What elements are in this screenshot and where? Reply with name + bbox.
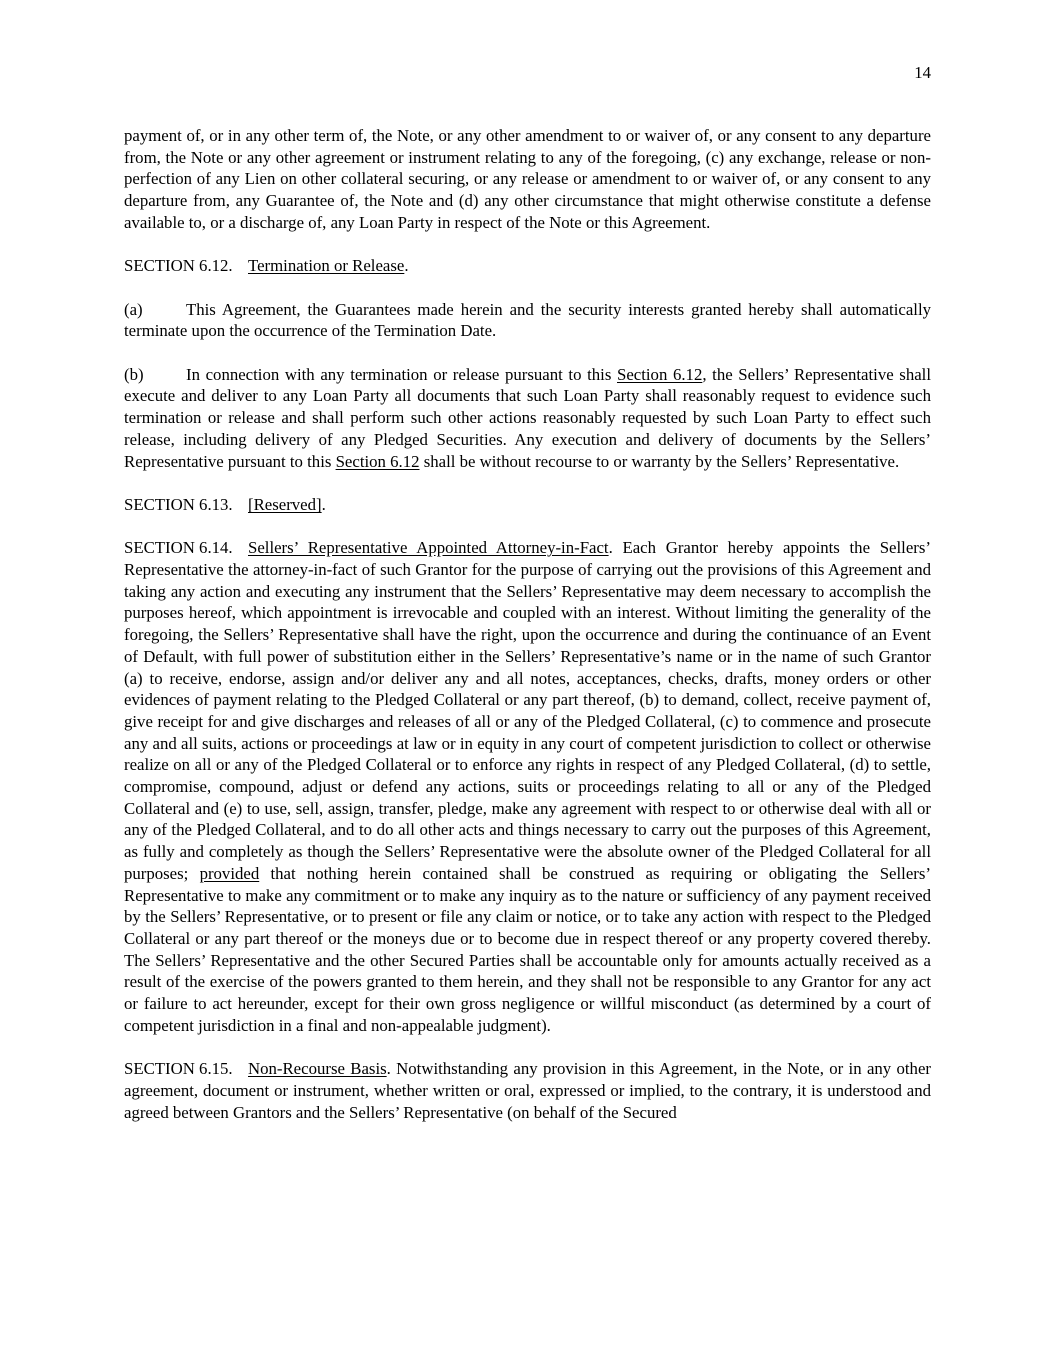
heading-period: . [321, 494, 326, 514]
section-text: . Notwithstanding any provision in this Agreement, in the Note, or in any other agreement, document or instrument, whether written or oral, expressed or implied, to the contrary, it is understood and agreed between Grantors and the Sellers’ Representative (on behalf of the Secured [124, 1059, 931, 1122]
continuation-paragraph: payment of, or in any other term of, the Note, or any other amendment to or waiver of, or any consent to any departure from, the Note or any other agreement or instrument relating to any of the foregoing, (c) any exchange, release or non-perfection of any Lien on other collateral securing, or any release or amendment to or waiver of, or any consent to any departure from, any Guarantee of, the Note and (d) any other circumstance that might otherwise constitute a defense available to, or a discharge of, any Loan Party in respect of the Note or this Agreement. [124, 126, 931, 232]
section-title: [Reserved] [248, 494, 322, 514]
clause-text: This Agreement, the Guarantees made herein and the security interests granted hereby shall automatically terminate upon the occurrence of the Termination Date. [124, 299, 931, 341]
section-6-13-heading [124, 494, 931, 516]
clause-text: , the Sellers’ Representative shall execute and deliver to any Loan Party all documents that such Loan Party shall reasonably request to evidence such termination or release and shall perform such other actions reasonably requested by such Loan Party to effect such release, including delivery of any Pledged Securities. Any execution and delivery of documents by the Sellers’ Representative pursuant to this [124, 364, 931, 471]
section-number: SECTION 6.14. [124, 538, 233, 558]
section-reference: Section 6.12 [335, 451, 420, 471]
clause-text: In connection with any termination or release pursuant to this [186, 364, 617, 384]
heading-period: . [404, 256, 409, 276]
section-6-12-clause-b [124, 364, 931, 473]
section-6-12-heading [124, 255, 931, 277]
clause-text: shall be without recourse to or warranty by the Sellers’ Representative. [419, 451, 900, 471]
section-text: . Each Grantor hereby appoints the Sellers’ Representative the attorney-in-fact of such Grantor for the purpose of carrying out the provisions of this Agreement and taking any action and executing any instrument that the Sellers’ Representative may deem necessary to accomplish the purposes hereof, which appointment is irrevocable and coupled with an interest. Without limiting the generality of the foregoing, the Sellers’ Representative shall have the right, upon the occurrence and during the continuance of an Event of Default, with full power of substitution either in the Sellers’ Representative’s name or in the name of such Grantor (a) to receive, endorse, assign and/or deliver any and all notes, acceptances, checks, drafts, money orders or other evidences of payment relating to the Pledged Collateral or any part thereof, (b) to demand, collect, receive payment of, give receipt for and give discharges and releases of all or any of the Pledged Collateral, (c) to commence and prosecute any and all suits, actions or proceedings at law or in equity in any court of competent jurisdiction to collect or otherwise realize on all or any of the Pledged Collateral or to enforce any rights in respect of any Pledged Collateral, (d) to settle, compromise, compound, adjust or defend any actions, suits or proceedings relating to all or any of the Pledged Collateral and (e) to use, sell, assign, transfer, pledge, make any agreement with respect to or otherwise deal with all or any of the Pledged Collateral, and to do all other acts and things necessary to carry out the purposes of this Agreement, as fully and completely as though the Sellers’ Representative were the absolute owner of the Pledged Collateral for all purposes; [124, 538, 931, 883]
section-title: Termination or Release [248, 256, 405, 276]
section-6-15-paragraph [124, 1058, 931, 1123]
section-number: SECTION 6.13. [124, 494, 233, 514]
page-number: 14 [914, 63, 931, 82]
clause-label: (b) [124, 364, 144, 384]
document-body [124, 125, 931, 1123]
section-title: Sellers’ Representative Appointed Attorney-in-Fact [248, 538, 609, 558]
section-number: SECTION 6.15. [124, 1059, 233, 1079]
provided-term: provided [199, 863, 260, 883]
section-6-12-clause-a [124, 299, 931, 342]
section-text: that nothing herein contained shall be construed as requiring or obligating the Sellers’ Representative to make any commitment or to make any inquiry as to the nature or sufficiency of any payment received by the Sellers’ Representative, or to present or file any claim or notice, or to take any action with respect to the Pledged Collateral or any part thereof or the moneys due or to become due in respect thereof or any property covered thereby. The Sellers’ Representative and the other Secured Parties shall be accountable only for amounts actually received as a result of the exercise of the powers granted to them herein, and they shall not be responsible to any Grantor for any act or failure to act hereunder, except for their own gross negligence or willful misconduct (as determined by a court of competent jurisdiction in a final and non-appealable judgment). [124, 863, 931, 1035]
section-6-14-paragraph [124, 537, 931, 1036]
section-reference: Section 6.12 [617, 364, 703, 384]
clause-label: (a) [124, 299, 143, 319]
section-number: SECTION 6.12. [124, 256, 233, 276]
section-title: Non-Recourse Basis [248, 1059, 387, 1079]
